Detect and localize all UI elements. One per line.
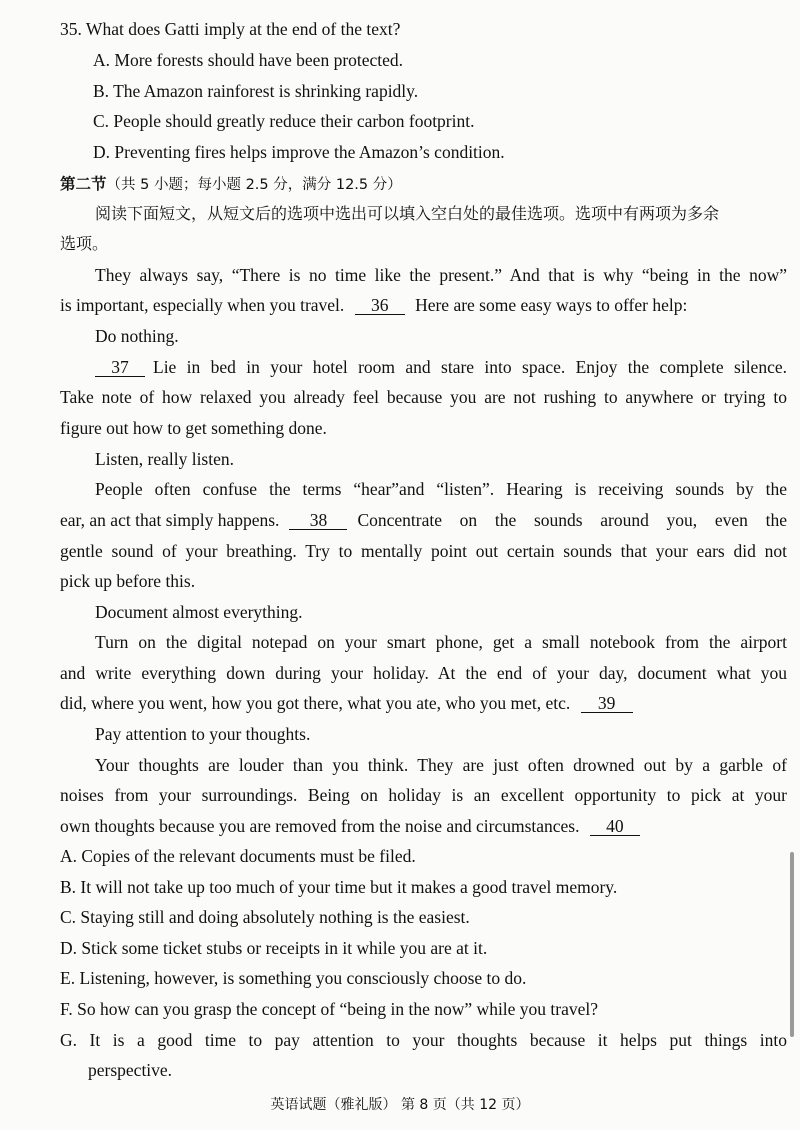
choice-e: E. Listening, however, is something you consciously choose to do. — [60, 968, 527, 988]
passage-paragraph-line — [60, 815, 640, 837]
passage-subheading: Pay attention to your thoughts. — [95, 724, 311, 744]
choice-g: G. It is a good time to pay attention to your thoughts because it helps put things into — [60, 1030, 787, 1050]
question-35-option-d: D. Preventing fires helps improve the Amazon’s condition. — [93, 142, 505, 162]
passage-paragraph-line — [60, 294, 687, 316]
section-title: 第二节 — [60, 175, 107, 193]
passage-paragraph-line: and write everything down during your holiday. At the end of your day, document what you — [60, 663, 787, 683]
question-35-option-a: A. More forests should have been protected. — [93, 50, 404, 70]
passage-text: own thoughts because you are removed from the noise and circumstances. — [60, 816, 580, 836]
page-footer: 英语试题（雅礼版） 第 8 页（共 12 页） — [270, 1097, 530, 1113]
passage-paragraph-line — [60, 692, 633, 714]
section-note: （共 5 小题；每小题 2.5 分，满分 12.5 分） — [106, 177, 402, 193]
choice-d: D. Stick some ticket stubs or receipts in it while you are at it. — [60, 938, 488, 958]
choice-g-cont: perspective. — [88, 1060, 173, 1080]
question-35-option-b: B. The Amazon rainforest is shrinking rapidly. — [93, 81, 419, 101]
blank-40: 40 — [590, 817, 640, 836]
passage-subheading: Listen, really listen. — [95, 449, 234, 469]
blank-37: 37 — [95, 358, 145, 377]
passage-paragraph-line: They always say, “There is no time like the present.” And that is why “being in the now” — [95, 265, 787, 285]
blank-36: 36 — [355, 296, 405, 315]
choice-b: B. It will not take up too much of your time but it makes a good travel memory. — [60, 877, 618, 897]
passage-subheading: Document almost everything. — [95, 602, 303, 622]
passage-text: did, where you went, how you got there, what you ate, who you met, etc. — [60, 693, 571, 713]
passage-paragraph-line: pick up before this. — [60, 571, 196, 591]
question-35-stem: 35. What does Gatti imply at the end of the text? — [60, 19, 401, 39]
passage-paragraph-line: People often confuse the terms “hear”and “listen”. Hearing is receiving sounds by the — [95, 479, 787, 499]
passage-subheading: Do nothing. — [95, 326, 179, 346]
passage-text: is important, especially when you travel. — [60, 295, 345, 315]
passage-paragraph-line — [95, 356, 787, 378]
passage-paragraph-line: figure out how to get something done. — [60, 418, 327, 438]
blank-39: 39 — [581, 694, 633, 713]
choice-f: F. So how can you grasp the concept of “being in the now” while you travel? — [60, 999, 599, 1019]
passage-paragraph-line: Take note of how relaxed you already feel because you are not rushing to anywhere or trying to — [60, 387, 787, 407]
passage-text: Here are some easy ways to offer help: — [415, 295, 688, 315]
section-instruction-cont: 选项。 — [60, 234, 109, 253]
passage-paragraph-line — [60, 509, 787, 531]
blank-38: 38 — [289, 511, 347, 530]
question-35-option-c: C. People should greatly reduce their carbon footprint. — [93, 111, 475, 131]
passage-paragraph-line: noises from your surroundings. Being on holiday is an excellent opportunity to pick at your — [60, 785, 787, 805]
passage-text: Lie in bed in your hotel room and stare into space. Enjoy the complete silence. — [153, 357, 787, 377]
passage-text: ear, an act that simply happens. — [60, 510, 280, 530]
choice-a: A. Copies of the relevant documents must be filed. — [60, 846, 416, 866]
passage-paragraph-line: Your thoughts are louder than you think. They are just often drowned out by a garble of — [95, 755, 787, 775]
vertical-scrollbar[interactable] — [790, 852, 794, 1037]
section-heading — [60, 172, 402, 196]
passage-text: Concentrate on the sounds around you, even the — [357, 510, 787, 530]
passage-paragraph-line: gentle sound of your breathing. Try to mentally point out certain sounds that your ears did not — [60, 541, 787, 561]
passage-paragraph-line: Turn on the digital notepad on your smart phone, get a small notebook from the airport — [95, 632, 787, 652]
choice-c: C. Staying still and doing absolutely nothing is the easiest. — [60, 907, 470, 927]
section-instruction: 阅读下面短文，从短文后的选项中选出可以填入空白处的最佳选项。选项中有两项为多余 — [95, 204, 720, 223]
